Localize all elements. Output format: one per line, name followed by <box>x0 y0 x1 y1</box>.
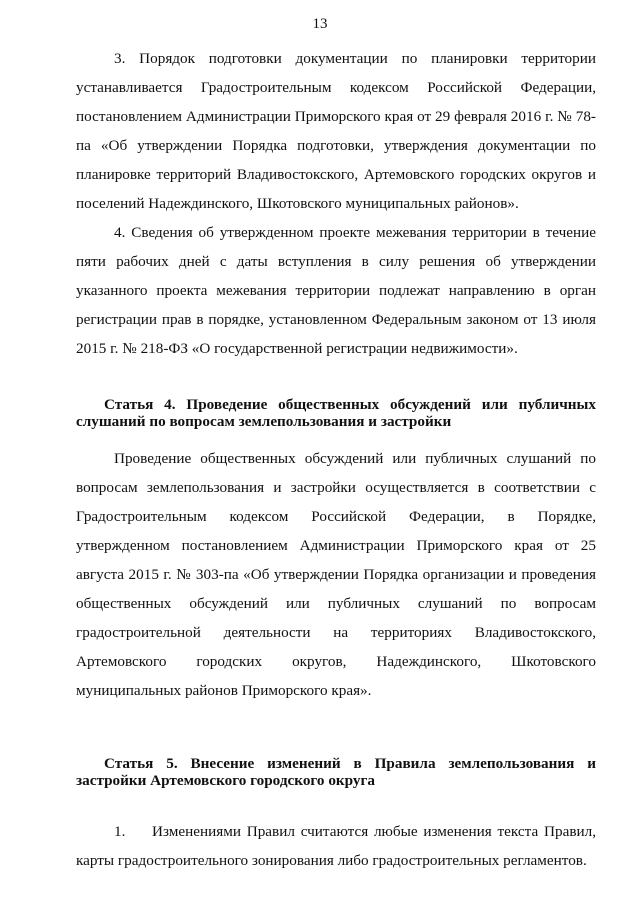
spacer <box>76 705 596 755</box>
paragraph-item-3: 3. Порядок подготовки документации по планировки территории устанавливается Градостроительным кодексом Российской Федерации, постановлением Администрации Приморского края от 29 февраля 2016 г. № 78-па «Об утверждении Порядка подготовки, утверждения документации по планировке территорий Владивостокского, Артемовского городских округов и поселений Надеждинского, Шкотовского муниципальных районов». <box>76 50 596 212</box>
item-text: Изменениями Правил считаются любые изменения текста Правил, карты градостроительного зонирования либо градостроительных регламентов. <box>76 823 596 869</box>
article-4-heading: Статья 4. Проведение общественных обсуждений или публичных слушаний по вопросам землепользования и застройки <box>76 396 596 430</box>
spacer <box>76 789 596 817</box>
spacer <box>76 430 596 444</box>
article-5-heading: Статья 5. Внесение изменений в Правила землепользования и застройки Артемовского городского округа <box>76 755 596 789</box>
page-content <box>76 44 596 875</box>
page-number: 13 <box>312 16 328 32</box>
paragraph-item-4: 4. Сведения об утвержденном проекте межевания территории в течение пяти рабочих дней с даты вступления в силу решения об утверждении указанного проекта межевания территории подлежат направлению в орган регистрации прав в порядке, установленном Федеральным законом от 13 июля 2015 г. № 218-ФЗ «О государственной регистрации недвижимости». <box>76 224 596 357</box>
article-4-body: Проведение общественных обсуждений или публичных слушаний по вопросам землепользования и застройки осуществляется в соответствии с Градостроительным кодексом Российской Федерации, в Порядке, утвержденном постановлением Администрации Приморского края от 25 августа 2015 г. № 303-па «Об утверждении Порядка организации и проведения общественных обсуждений или публичных слушаний по вопросам градостроительной деятельности на территориях Владивостокского, Артемовского городских округов, Надеждинского, Шкотовского муниципальных районов Приморского края». <box>76 450 596 699</box>
item-number: 1. <box>114 823 126 840</box>
spacer <box>76 363 596 396</box>
article-5-item-1 <box>76 817 596 875</box>
